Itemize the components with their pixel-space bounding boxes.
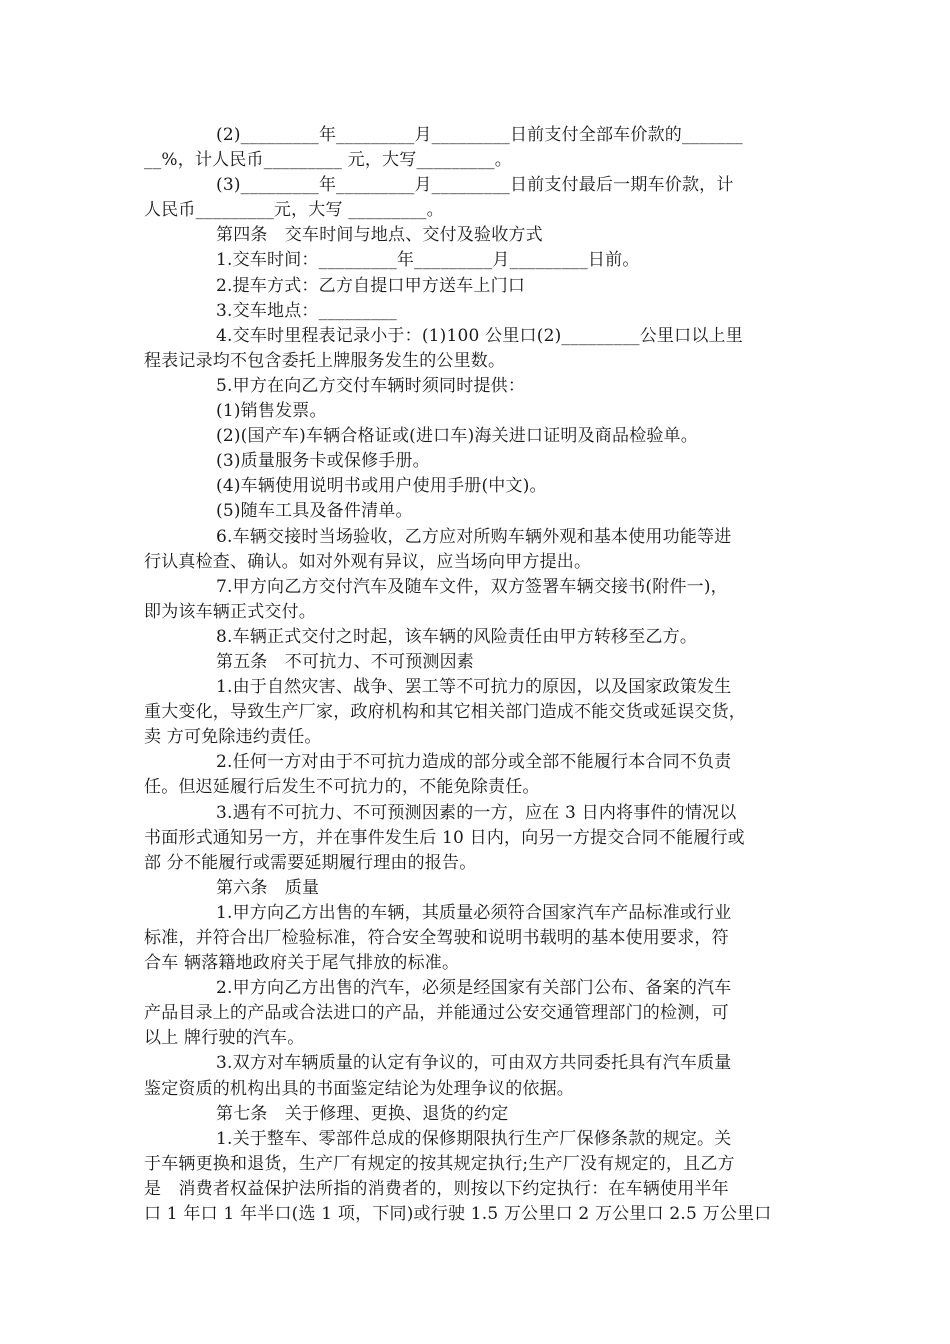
text-line: 1.甲方向乙方出售的车辆，其质量必须符合国家汽车产品标准或行业 [216,902,732,923]
text-line: 8.车辆正式交付之时起，该车辆的风险责任由甲方转移至乙方。 [216,626,698,647]
text-line: 程表记录均不包含委托上牌服务发生的公里数。 [144,350,506,371]
text-line: 合车 辆落籍地政府关于尾气排放的标准。 [144,953,460,974]
text-line: 1.交车时间：_________年_________月_________日前。 [216,250,640,271]
text-line: 2.任何一方对由于不可抗力造成的部分或全部不能履行本合同不负责 [216,752,732,773]
text-line: (5)随车工具及备件清单。 [216,501,413,522]
text-line: 人民币_________元，大写 _________。 [144,200,444,221]
text-line: __%，计人民币_________ 元，大写_________。 [144,150,512,171]
text-line: 3.遇有不可抗力、不可预测因素的一方，应在 3 日内将事件的情况以 [216,802,737,823]
text-line: 于车辆更换和退货，生产厂有规定的按其规定执行;生产厂没有规定的，且乙方 [144,1153,735,1174]
text-line: 第六条 质量 [216,877,320,898]
text-line: (4)车辆使用说明书或用户使用手册(中文)。 [216,476,547,497]
text-line: 5.甲方在向乙方交付车辆时须同时提供： [216,375,526,396]
text-line: 标准，并符合出厂检验标准，符合安全驾驶和说明书载明的基本使用要求，符 [144,928,729,948]
text-line: (2)(国产车)车辆合格证或(进口车)海关进口证明及商品检验单。 [216,426,699,447]
text-line: 2.提车方式：乙方自提口甲方送车上门口 [216,275,526,296]
text-line: 1.关于整车、零部件总成的保修期限执行生产厂保修条款的规定。关 [216,1128,732,1149]
text-line: 即为该车辆正式交付。 [144,601,316,622]
text-line: 2.甲方向乙方出售的汽车，必须是经国家有关部门公布、备案的汽车 [216,978,732,999]
text-line: 7.甲方向乙方交付汽车及随车文件，双方签署车辆交接书(附件一)， [216,576,728,597]
text-line: 书面形式通知另一方，并在事件发生后 10 日内，向另一方提交合同不能履行或 [144,827,745,848]
text-line: 任。但迟延履行后发生不可抗力的，不能免除责任。 [144,777,540,798]
text-line: 3.交车地点：_________ [216,300,397,321]
text-line: 口 1 年口 1 年半口(选 1 项，下同)或行驶 1.5 万公里口 2 万公里口 2.5 万公里口 [144,1204,772,1225]
text-line: 是 消费者权益保护法所指的消费者的，则按以下约定执行：在车辆使用半年 [144,1178,729,1199]
text-line: 6.车辆交接时当场验收，乙方应对所购车辆外观和基本使用功能等进 [216,526,732,547]
text-line: 以上 牌行驶的汽车。 [144,1028,305,1049]
text-line: (2)_________年_________月_________日前支付全部车价款的_______ [216,125,743,145]
contract-text [144,123,808,1227]
text-line: 第五条 不可抗力、不可预测因素 [216,651,474,672]
text-line: 产品目录上的产品或合法进口的产品，并能通过公安交通管理部门的检测，可 [144,1003,729,1024]
text-line: 卖 方可免除违约责任。 [144,727,322,748]
text-line: (1)销售发票。 [216,401,327,422]
text-line: 鉴定资质的机构出具的书面鉴定结论为处理争议的依据。 [144,1078,574,1099]
text-line: 第四条 交车时间与地点、交付及验收方式 [216,225,543,246]
text-line: 重大变化，导致生产厂家，政府机构和其它相关部门造成不能交货或延误交货， [144,702,746,723]
text-line: 1.由于自然灾害、战争、罢工等不可抗力的原因，以及国家政策发生 [216,677,732,698]
text-line: 4.交车时里程表记录小于：(1)100 公里口(2)_________公里口以上里 [216,325,743,346]
text-line: 部 分不能履行或需要延期履行理由的报告。 [144,852,477,873]
text-line: (3)质量服务卡或保修手册。 [216,451,430,472]
text-line: 第七条 关于修理、更换、退货的约定 [216,1103,509,1124]
text-line: 行认真检查、确认。如对外观有异议，应当场向甲方提出。 [144,551,592,572]
text-line: 3.双方对车辆质量的认定有争议的，可由双方共同委托具有汽车质量 [216,1053,732,1074]
text-line: (3)_________年_________月_________日前支付最后一期车价款，计 [216,175,734,196]
